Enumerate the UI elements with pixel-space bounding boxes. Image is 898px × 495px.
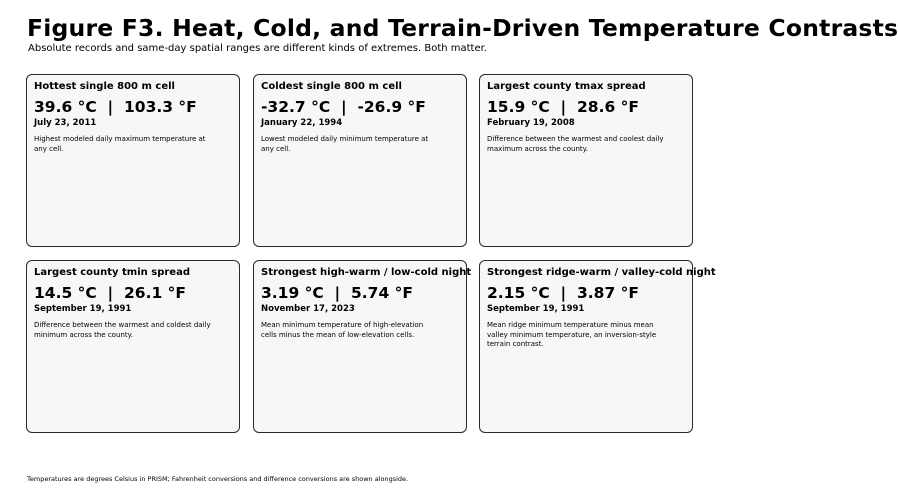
card-date: July 23, 2011	[34, 118, 97, 128]
card-description: Highest modeled daily maximum temperature at any cell.	[34, 135, 206, 153]
card-description: Lowest modeled daily minimum temperature at any cell.	[261, 135, 429, 153]
card-description: Mean minimum temperature of high-elevation cells minus the mean of low-elevation cells.	[261, 321, 424, 339]
card-coldest-cell	[253, 74, 467, 247]
card-county-tmin-spread	[26, 260, 240, 433]
figure-subtitle: Absolute records and same-day spatial ranges are different kinds of extremes. Both matter.	[28, 43, 487, 54]
card-date: September 19, 1991	[34, 304, 132, 314]
card-description: Difference between the warmest and coldest daily minimum across the county.	[34, 321, 211, 339]
card-title: Strongest high-warm / low-cold night	[261, 267, 472, 278]
card-value: 3.19 °C | 5.74 °F	[261, 284, 413, 302]
figure-title: Figure F3. Heat, Cold, and Terrain-Driven Temperature Contrasts	[27, 14, 898, 42]
card-title: Strongest ridge-warm / valley-cold night	[487, 267, 716, 278]
card-title: Coldest single 800 m cell	[261, 81, 402, 92]
card-value: 39.6 °C | 103.3 °F	[34, 98, 197, 116]
card-high-low-night	[253, 260, 472, 433]
card-description: Difference between the warmest and coolest daily maximum across the county.	[487, 135, 664, 153]
card-value: 15.9 °C | 28.6 °F	[487, 98, 639, 116]
card-county-tmax-spread	[479, 74, 693, 247]
card-title: Hottest single 800 m cell	[34, 81, 175, 92]
card-value: 2.15 °C | 3.87 °F	[487, 284, 639, 302]
card-date: September 19, 1991	[487, 304, 585, 314]
card-date: November 17, 2023	[261, 304, 355, 314]
footnote: Temperatures are degrees Celsius in PRISM; Fahrenheit conversions and difference conversions are shown alongside.	[27, 475, 409, 483]
card-title: Largest county tmax spread	[487, 81, 646, 92]
card-date: February 19, 2008	[487, 118, 575, 128]
card-date: January 22, 1994	[261, 118, 343, 128]
card-title: Largest county tmin spread	[34, 267, 190, 278]
card-description: Mean ridge minimum temperature minus mean valley minimum temperature, an inversion-style terrain contrast.	[487, 321, 657, 348]
card-value: -32.7 °C | -26.9 °F	[261, 98, 426, 116]
card-value: 14.5 °C | 26.1 °F	[34, 284, 186, 302]
card-hottest-cell	[26, 74, 240, 247]
card-ridge-valley-night	[479, 260, 716, 433]
